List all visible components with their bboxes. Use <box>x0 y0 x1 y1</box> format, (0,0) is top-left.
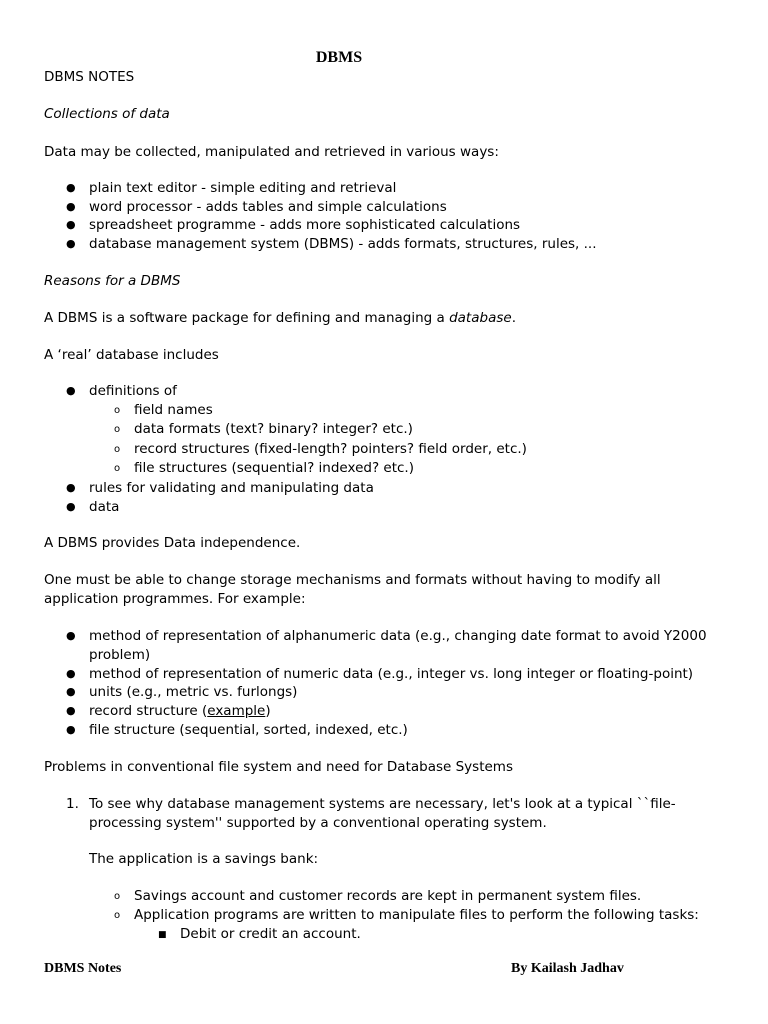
sub-list-item: field names <box>134 402 213 418</box>
footer-right: By Kailash Jadhav <box>511 961 624 976</box>
heading-collections-of-data: Collections of data <box>44 106 170 122</box>
heading-reasons-for-dbms: Reasons for a DBMS <box>44 273 181 289</box>
bullet-icon: ● <box>66 481 76 494</box>
definition-emphasis: database <box>449 310 512 326</box>
footer-left: DBMS Notes <box>44 961 122 976</box>
paragraph-line: One must be able to change storage mechanisms and formats without having to modify all <box>44 572 661 588</box>
numbered-item-line: processing system'' supported by a conventional operating system. <box>89 815 547 831</box>
list-item-text: record structure ( <box>89 703 208 719</box>
problems-heading: Problems in conventional file system and need for Database Systems <box>44 759 513 775</box>
sub-list-item: Application programs are written to manipulate files to perform the following tasks: <box>134 907 699 923</box>
bullet-icon: ● <box>66 629 76 642</box>
bullet-icon: ● <box>66 384 76 397</box>
intro-paragraph: Data may be collected, manipulated and retrieved in various ways: <box>44 144 499 160</box>
bullet-icon: ● <box>66 181 76 194</box>
circle-bullet-icon: o <box>114 405 121 416</box>
bullet-icon: ● <box>66 723 76 736</box>
list-item: file structure (sequential, sorted, indexed, etc.) <box>89 722 408 738</box>
page-title: DBMS <box>315 49 363 66</box>
bullet-icon: ● <box>66 667 76 680</box>
list-item: word processor - adds tables and simple calculations <box>89 199 447 215</box>
list-item: method of representation of alphanumeric data (e.g., changing date format to avoid Y2000 <box>89 628 707 644</box>
bullet-icon: ● <box>66 218 76 231</box>
bullet-icon: ● <box>66 200 76 213</box>
circle-bullet-icon: o <box>114 444 121 455</box>
sub-list-item: data formats (text? binary? integer? etc.) <box>134 421 413 437</box>
numbered-item-line: To see why database management systems are necessary, let's look at a typical ``file- <box>89 796 676 812</box>
savings-bank-paragraph: The application is a savings bank: <box>89 851 319 867</box>
bullet-icon: ● <box>66 704 76 717</box>
list-item: method of representation of numeric data (e.g., integer vs. long integer or floating-point) <box>89 666 694 682</box>
bullet-icon: ● <box>66 237 76 250</box>
bullet-icon: ● <box>66 500 76 513</box>
list-item <box>89 702 271 720</box>
list-item-continuation: problem) <box>89 647 151 663</box>
data-independence-paragraph: A DBMS provides Data independence. <box>44 535 301 551</box>
definition-text: A DBMS is a software package for defining and managing a <box>44 310 450 326</box>
sub-list-item: Savings account and customer records are kept in permanent system files. <box>134 888 642 904</box>
paragraph-line: application programmes. For example: <box>44 591 306 607</box>
example-link[interactable]: example <box>207 703 266 719</box>
sub-list-item: file structures (sequential? indexed? etc.) <box>134 460 414 476</box>
list-number: 1. <box>66 796 79 812</box>
list-item: plain text editor - simple editing and retrieval <box>89 180 397 196</box>
list-item: units (e.g., metric vs. furlongs) <box>89 684 298 700</box>
list-item: spreadsheet programme - adds more sophisticated calculations <box>89 217 521 233</box>
sub-list-item: record structures (fixed-length? pointers? field order, etc.) <box>134 441 527 457</box>
real-database-paragraph: A ‘real’ database includes <box>44 347 219 363</box>
circle-bullet-icon: o <box>114 463 121 474</box>
list-item: rules for validating and manipulating data <box>89 480 374 496</box>
circle-bullet-icon: o <box>114 891 121 902</box>
bullet-icon: ● <box>66 685 76 698</box>
list-item: definitions of <box>89 383 177 399</box>
list-item-text: ) <box>265 703 271 719</box>
page-subtitle: DBMS NOTES <box>44 69 135 85</box>
sub-sub-list-item: Debit or credit an account. <box>180 926 361 942</box>
list-item: database management system (DBMS) - adds formats, structures, rules, ... <box>89 236 597 252</box>
dbms-definition <box>44 309 516 327</box>
definition-period: . <box>511 310 516 326</box>
circle-bullet-icon: o <box>114 910 121 921</box>
square-bullet-icon: ■ <box>158 930 167 940</box>
list-item: data <box>89 499 120 515</box>
circle-bullet-icon: o <box>114 424 121 435</box>
